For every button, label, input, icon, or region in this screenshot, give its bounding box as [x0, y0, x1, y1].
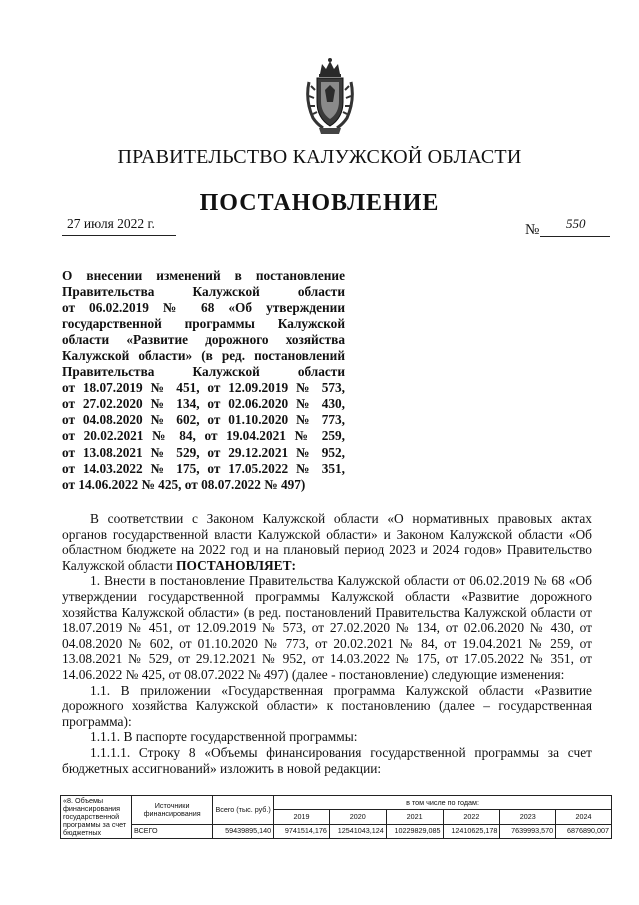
row-year-value: 12410625,178	[443, 824, 500, 838]
subject-line: области «Развитие дорожного хозяйства	[62, 332, 345, 348]
date-underline	[62, 235, 176, 236]
financing-table	[60, 795, 612, 839]
subject-line: от 20.02.2021 № 84, от 19.04.2021 № 259,	[62, 428, 345, 444]
subject-line: О внесении изменений в постановление	[62, 268, 345, 283]
preamble-paragraph	[62, 511, 592, 573]
clause-1-1: 1.1. В приложении «Государственная программа Калужской области «Развитие дорожного хозяйства Калужской области» к постановлению (далее – государственная программа):	[62, 682, 592, 729]
subject-line: от 14.06.2022 № 425, от 08.07.2022 № 497)	[62, 476, 306, 492]
subject-line: государственной программы Калужской	[62, 316, 345, 332]
subject-line: Правительства Калужской области	[62, 284, 345, 300]
table-row	[61, 824, 612, 838]
col-years-group-header: в том числе по годам:	[274, 796, 612, 810]
organization-name: ПРАВИТЕЛЬСТВО КАЛУЖСКОЙ ОБЛАСТИ	[117, 146, 522, 168]
row-year-value: 6876890,007	[556, 824, 612, 838]
year-header: 2024	[556, 810, 612, 824]
row-source: ВСЕГО	[132, 824, 213, 838]
clause-1-1-1: 1.1.1. В паспорте государственной программы:	[90, 729, 358, 745]
row-year-value: 12541043,124	[329, 824, 386, 838]
table-row-label: «8. Объемы финансирования государственной программы за счет бюджетных	[61, 796, 132, 839]
row-year-value: 7639993,570	[500, 824, 556, 838]
number-underline	[540, 236, 610, 237]
subject-line: от 06.02.2019 № 68 «Об утверждении	[62, 300, 345, 316]
row-year-value: 9741514,176	[274, 824, 330, 838]
col-total-header: Всего (тыс. руб.)	[213, 796, 274, 825]
year-header: 2019	[274, 810, 330, 824]
document-number: 550	[566, 216, 586, 231]
document-date: 27 июля 2022 г.	[67, 216, 155, 231]
number-label: №	[525, 222, 540, 238]
year-header: 2021	[386, 810, 443, 824]
subject-line: Калужской области» (в ред. постановлений	[62, 348, 345, 364]
col-sources-header: Источники финансирования	[132, 796, 213, 825]
resolves-keyword: ПОСТАНОВЛЯЕТ:	[176, 557, 296, 573]
document-type-title: ПОСТАНОВЛЕНИЕ	[199, 190, 440, 216]
subject-line: Правительства Калужской области	[62, 364, 345, 380]
coat-of-arms-icon	[303, 56, 357, 136]
year-header: 2022	[443, 810, 500, 824]
row-year-value: 10229829,085	[386, 824, 443, 838]
subject-line: от 14.03.2022 № 175, от 17.05.2022 № 351,	[62, 460, 345, 476]
preamble-text: В соответствии с Законом Калужской области «О нормативных правовых актах органов государственной власти Калужской области» и Законом Калужской области «Об областном бюджете на 2022 год и на плановый период 2023 и 2024 годов» Правительство Калужской области	[62, 511, 592, 573]
year-header: 2023	[500, 810, 556, 824]
document-subject	[62, 268, 345, 493]
row-total: 59439895,140	[213, 824, 274, 838]
clause-1: 1. Внести в постановление Правительства Калужской области от 06.02.2019 № 68 «Об утверждении государственной программы Калужской области «Развитие дорожного хозяйства Калужской области» (в ред. постановлений Правительства Калужской области от 18.07.2019 № 451, от 12.09.2019 № 573, от 27.02.2020 № 134, от 02.06.2020 № 430, от 04.08.2020 № 602, от 01.10.2020 № 773, от 20.02.2021 № 84, от 19.04.2021 № 259, от 13.08.2021 № 529, от 29.12.2021 № 952, от 14.03.2022 № 175, от 17.05.2022 № 351, от 14.06.2022 № 425, от 08.07.2022 № 497) (далее - постановление) следующие изменения:	[62, 573, 592, 682]
year-header: 2020	[329, 810, 386, 824]
subject-line: от 13.08.2021 № 529, от 29.12.2021 № 952,	[62, 444, 345, 460]
subject-line: от 04.08.2020 № 602, от 01.10.2020 № 773,	[62, 412, 345, 428]
document-body	[62, 511, 592, 776]
subject-line: от 18.07.2019 № 451, от 12.09.2019 № 573,	[62, 380, 345, 396]
clause-1-1-1-1: 1.1.1.1. Строку 8 «Объемы финансирования государственной программы за счет бюджетных ассигнований» изложить в новой редакции:	[62, 744, 592, 776]
subject-line: от 27.02.2020 № 134, от 02.06.2020 № 430,	[62, 396, 345, 412]
